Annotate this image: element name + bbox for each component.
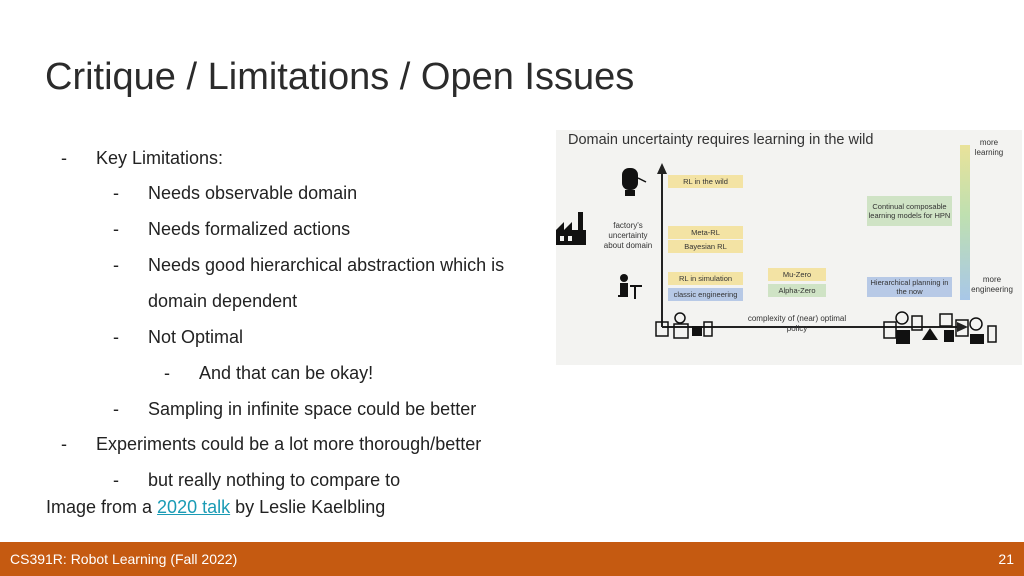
box-bayesian-rl: Bayesian RL — [668, 240, 743, 253]
box-rl-in-simulation: RL in simulation — [668, 272, 743, 285]
bullet-observable-domain: Needs observable domain — [148, 183, 358, 203]
more-engineering-label: more engineering — [971, 275, 1013, 294]
image-caption — [46, 497, 385, 518]
box-mu-zero: Mu-Zero — [768, 268, 826, 281]
x-axis-label: complexity of (near) optimal policy — [747, 314, 847, 333]
bullet-dash: - — [113, 255, 119, 275]
y-axis-label: factory's uncertainty about domain — [603, 221, 653, 250]
box-hierarchical-planning: Hierarchical planning in the now — [867, 277, 952, 297]
box-meta-rl: Meta-RL — [668, 226, 743, 239]
bullet-nothing-to-compare: but really nothing to compare to — [148, 470, 401, 490]
box-classic-engineering: classic engineering — [668, 288, 743, 301]
bullet-dash: - — [61, 434, 67, 454]
factory-icon — [556, 212, 586, 245]
bullet-not-optimal: Not Optimal — [148, 327, 244, 347]
footer-course-title: CS391R: Robot Learning (Fall 2022) — [10, 551, 238, 567]
figure-title: Domain uncertainty requires learning in the wild — [568, 132, 874, 148]
bullet-can-be-okay: And that can be okay! — [199, 363, 374, 383]
box-continual-composable: Continual composable learning models for HPN — [867, 196, 952, 226]
slide-title: Critique / Limitations / Open Issues — [45, 56, 635, 98]
page-number: 21 — [998, 551, 1014, 567]
y-axis-arrow-icon — [657, 163, 667, 174]
bullet-dash: - — [113, 219, 119, 239]
box-alpha-zero: Alpha-Zero — [768, 284, 826, 297]
bullet-dash: - — [113, 399, 119, 419]
robot-icon — [622, 168, 646, 196]
bullet-dash: - — [113, 327, 119, 347]
simple-objects-icon — [656, 313, 712, 338]
bullet-dash: - — [164, 363, 170, 383]
box-rl-in-the-wild: RL in the wild — [668, 175, 743, 188]
caption-prefix: Image from a — [46, 497, 158, 517]
footer-bar — [0, 542, 1024, 576]
bullet-dash: - — [113, 183, 119, 203]
bullet-sampling: Sampling in infinite space could be better — [148, 399, 477, 419]
domain-uncertainty-figure — [556, 130, 1022, 365]
person-at-desk-icon — [618, 274, 642, 299]
bullet-formalized-actions: Needs formalized actions — [148, 219, 351, 239]
bullet-hierarchical-abstraction: Needs good hierarchical abstraction which is — [148, 255, 505, 275]
bullet-domain-dependent: domain dependent — [148, 291, 298, 311]
bullet-experiments: Experiments could be a lot more thorough/better — [96, 434, 482, 454]
bullet-dash: - — [113, 470, 119, 490]
more-learning-label: more learning — [974, 138, 1004, 157]
caption-suffix: by Leslie Kaelbling — [230, 497, 386, 517]
bullet-dash: - — [61, 148, 67, 168]
talk-link[interactable]: 2020 talk — [157, 497, 231, 517]
bullet-key-limitations: Key Limitations: — [96, 148, 224, 168]
x-axis-arrow-icon — [957, 322, 968, 332]
